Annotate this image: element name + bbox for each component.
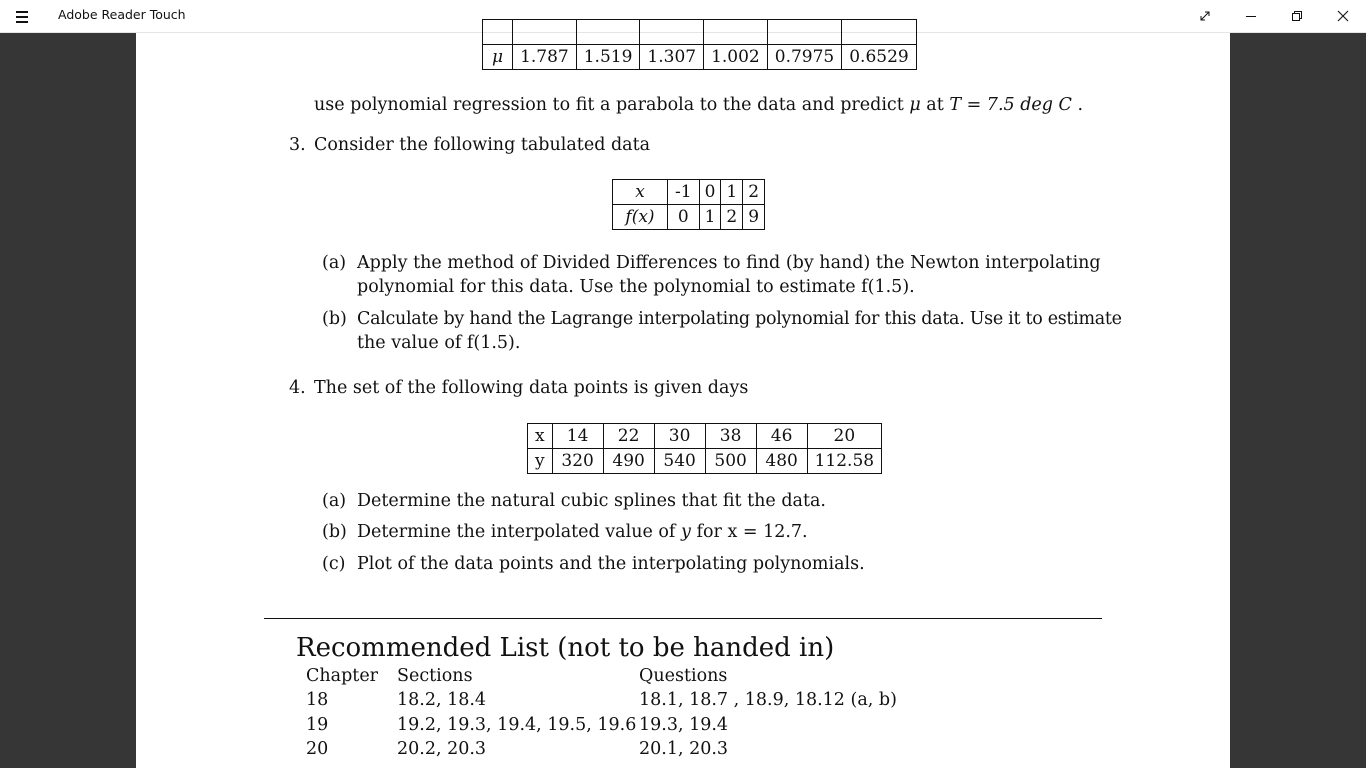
- table-row: [528, 424, 882, 449]
- q4a-label: (a): [322, 491, 347, 511]
- table-cell: 46: [756, 424, 807, 449]
- table-cell: 38: [705, 424, 756, 449]
- table-cell: 1.002: [704, 45, 768, 70]
- header-sections: Sections: [397, 666, 473, 686]
- rec-questions: 18.1, 18.7 , 18.9, 18.12 (a, b): [639, 690, 897, 710]
- rec-chapter: 18: [306, 690, 329, 710]
- expand-diagonal-icon: [1199, 10, 1211, 22]
- mu-table: [482, 19, 917, 70]
- hamburger-menu-icon[interactable]: [10, 6, 36, 26]
- horizontal-rule: [264, 618, 1102, 619]
- minimize-icon: [1245, 10, 1257, 22]
- table-cell: 500: [705, 449, 756, 474]
- close-button[interactable]: [1320, 0, 1366, 32]
- rec-chapter: 20: [306, 739, 329, 759]
- q3-intro: Consider the following tabulated data: [314, 135, 651, 155]
- table-cell: 480: [756, 449, 807, 474]
- app-title: Adobe Reader Touch: [58, 7, 186, 22]
- rec-sections: 18.2, 18.4: [397, 690, 487, 710]
- table-cell: 1.307: [640, 45, 704, 70]
- row-label: μ: [483, 45, 513, 70]
- q4-intro: The set of the following data points is given days: [314, 378, 749, 398]
- table-cell: 0: [699, 180, 721, 205]
- q3-number: 3.: [289, 135, 306, 155]
- recommended-title: Recommended List (not to be handed in): [296, 633, 835, 663]
- q3b-line1: Calculate by hand the Lagrange interpolating polynomial for this data. Use it to estimate: [357, 309, 1122, 329]
- rec-chapter: 19: [306, 715, 329, 735]
- table-row-mu: [483, 45, 917, 70]
- q4c-label: (c): [322, 554, 346, 574]
- q2-text: use polynomial regression to fit a parabola to the data and predict μ at T = 7.5 deg C .: [314, 95, 1084, 115]
- rec-sections: 20.2, 20.3: [397, 739, 487, 759]
- table-cell: 1: [699, 205, 721, 230]
- q3a-line1: Apply the method of Divided Differences to find (by hand) the Newton interpolating: [357, 253, 1101, 273]
- restore-icon: [1291, 10, 1303, 22]
- table-cell: 0.6529: [842, 45, 916, 70]
- pdf-page: [136, 33, 1230, 768]
- q3b-line2: the value of f(1.5).: [357, 333, 521, 353]
- table-row: [613, 205, 765, 230]
- table-cell: 1.519: [576, 45, 640, 70]
- q4-number: 4.: [289, 378, 306, 398]
- row-label: y: [528, 449, 553, 474]
- table-cell: 490: [603, 449, 654, 474]
- restore-button[interactable]: [1274, 0, 1320, 32]
- q3a-label: (a): [322, 253, 347, 273]
- q3-table: [612, 179, 765, 230]
- table-cell: 9: [743, 205, 765, 230]
- q4b-text: Determine the interpolated value of y for x = 12.7.: [357, 522, 808, 542]
- table-cell: 320: [552, 449, 603, 474]
- q4b-label: (b): [322, 522, 347, 542]
- document-viewer[interactable]: [0, 33, 1366, 768]
- table-cell: 30: [654, 424, 705, 449]
- table-cell: 0.7975: [767, 45, 841, 70]
- row-label: x: [528, 424, 553, 449]
- fullscreen-button[interactable]: [1182, 0, 1228, 32]
- table-cell: 22: [603, 424, 654, 449]
- table-cell: 2: [721, 205, 743, 230]
- q3a-line2: polynomial for this data. Use the polynomial to estimate f(1.5).: [357, 277, 915, 297]
- table-cell: -1: [668, 180, 700, 205]
- q3b-label: (b): [322, 309, 347, 329]
- table-cell: 2: [743, 180, 765, 205]
- table-cell: 540: [654, 449, 705, 474]
- q4c-text: Plot of the data points and the interpolating polynomials.: [357, 554, 865, 574]
- row-label: f(x): [613, 205, 668, 230]
- table-row: [528, 449, 882, 474]
- table-cell: 1.787: [513, 45, 577, 70]
- table-row-cut: [483, 20, 917, 45]
- q4-table: [527, 423, 882, 474]
- row-label: x: [613, 180, 668, 205]
- rec-questions: 20.1, 20.3: [639, 739, 729, 759]
- minimize-button[interactable]: [1228, 0, 1274, 32]
- table-cell: 14: [552, 424, 603, 449]
- rec-questions: 19.3, 19.4: [639, 715, 729, 735]
- table-cell: 20: [807, 424, 881, 449]
- q4a-text: Determine the natural cubic splines that fit the data.: [357, 491, 826, 511]
- table-cell: 112.58: [807, 449, 881, 474]
- table-cell: 0: [668, 205, 700, 230]
- table-row: [613, 180, 765, 205]
- table-cell: 1: [721, 180, 743, 205]
- header-chapter: Chapter: [306, 666, 379, 686]
- header-questions: Questions: [639, 666, 728, 686]
- close-icon: [1337, 10, 1349, 22]
- rec-sections: 19.2, 19.3, 19.4, 19.5, 19.6: [397, 715, 637, 735]
